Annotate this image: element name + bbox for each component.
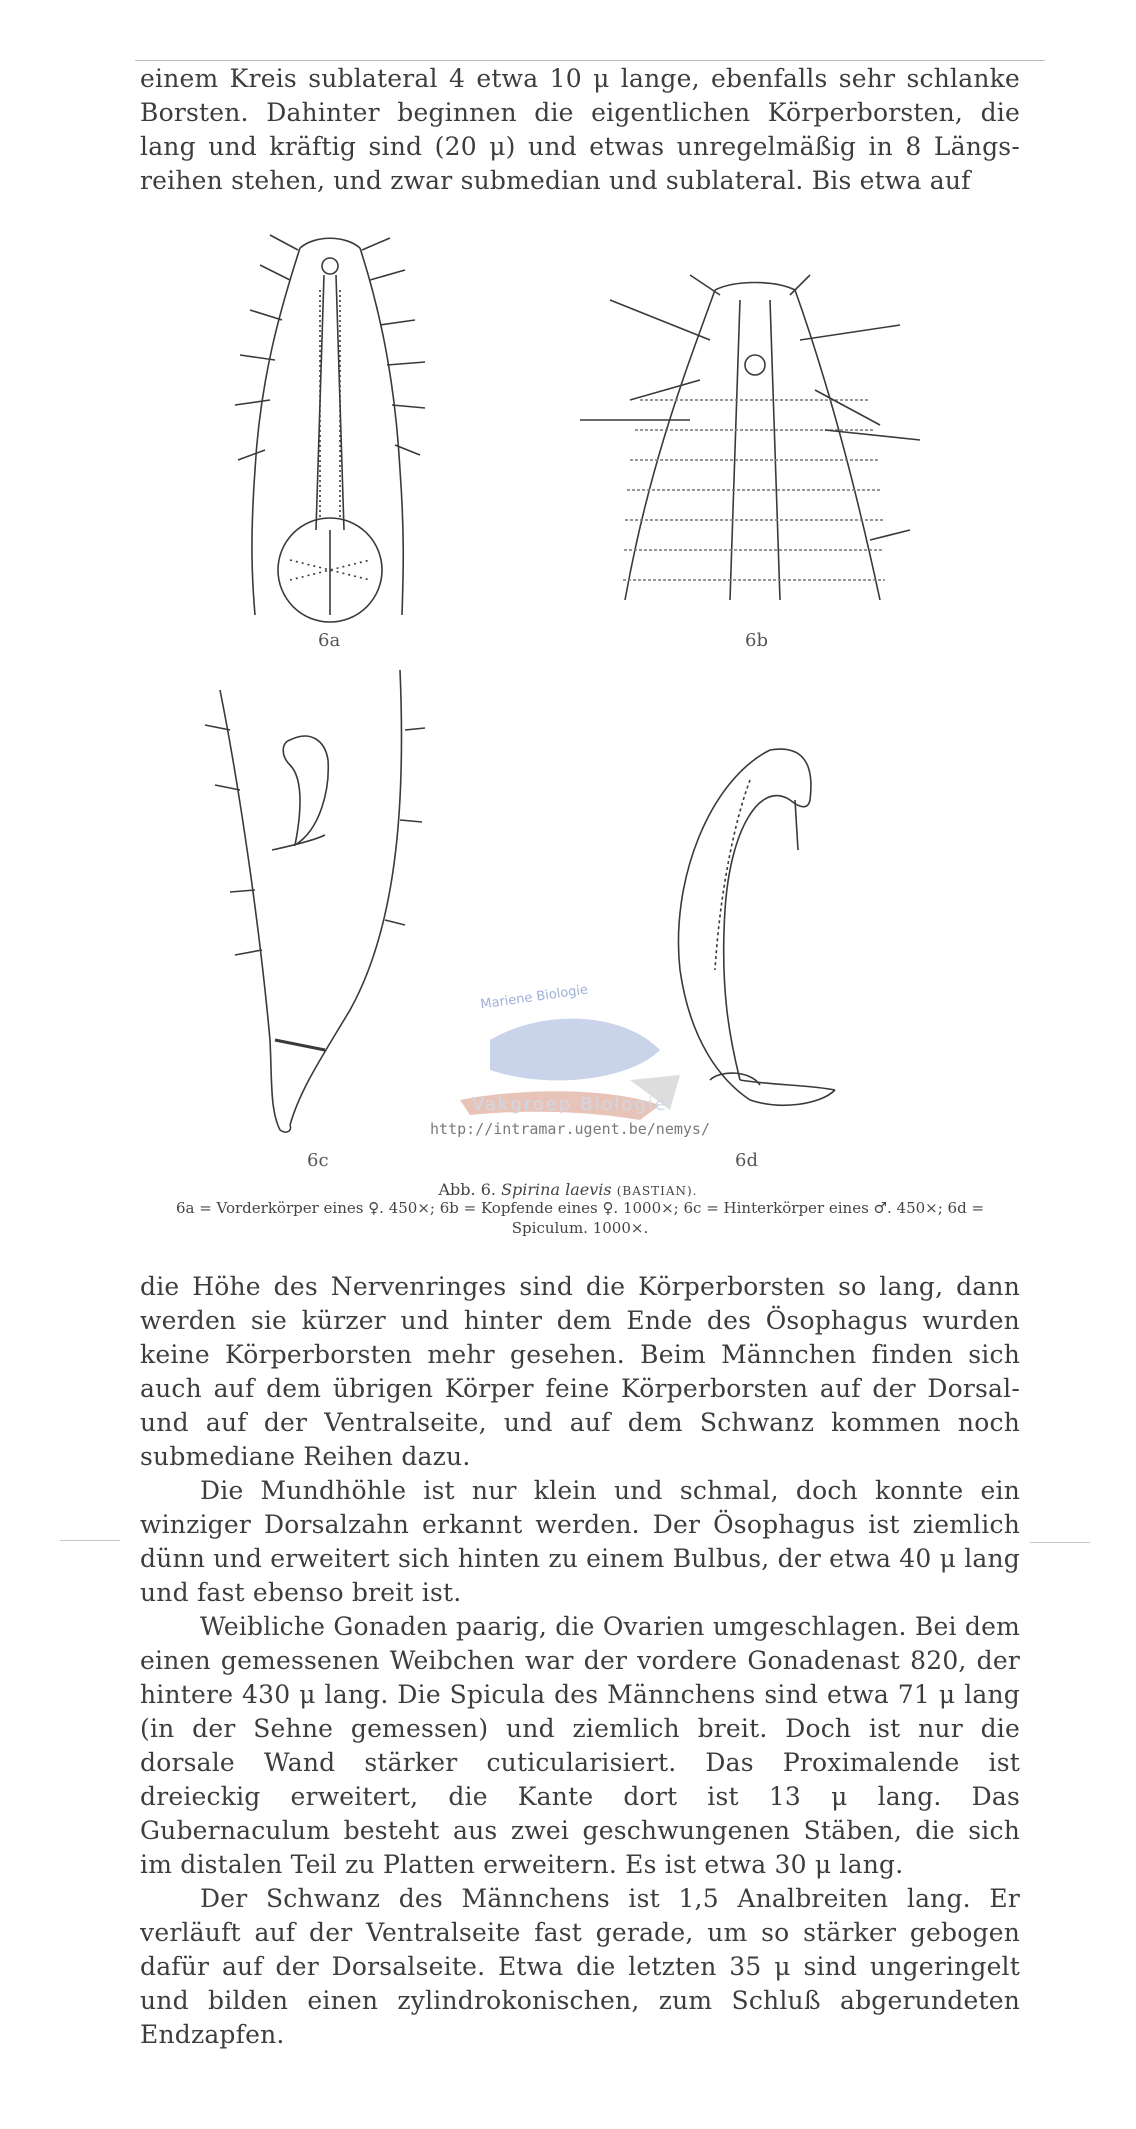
figure-label-6d: 6d (735, 1150, 758, 1171)
figure-label-6a: 6a (318, 630, 341, 651)
caption-author: (BASTIAN). (616, 1184, 698, 1198)
figure-6a-drawing (220, 230, 440, 620)
paragraph-4: Der Schwanz des Männchens ist 1,5 Analbreiten lang. Er verläuft auf der Ventralseite fast gerade, um so stärker gebogen dafür auf der Dorsalseite. Etwa die letzten 35 μ sind ungeringelt und bilden einen zylindrokonischen, zum Schluß abgerundeten Endzapfen. (140, 1884, 1020, 2049)
left-margin-mark (60, 1540, 120, 1541)
paragraph-2: Die Mundhöhle ist nur klein und schmal, doch konnte ein winziger Dorsalzahn erkannt werden. Der Ösophagus ist ziemlich dünn und erweitert sich hinten zu einem Bulbus, der etwa 40 μ lang und fast ebenso breit ist. (140, 1476, 1020, 1607)
text-block-top (140, 62, 1020, 198)
paragraph-1: die Höhe des Nervenringes sind die Körperborsten so lang, dann werden sie kürzer und hinter dem Ende des Ösophagus wurden keine Körperborsten mehr gesehen. Beim Männchen finden sich auch auf dem übrigen Körper feine Körperborsten auf der Dorsal- und auf der Ventralseite, und auf dem Schwanz kommen noch submediane Reihen dazu. (140, 1272, 1020, 1471)
paragraph-top-1: einem Kreis sublateral 4 etwa 10 μ lange, ebenfalls sehr schlanke Borsten. Dahinter beginnen die eigentlichen Körperborsten, die lang und kräftig sind (20 μ) und etwas unregelmäßig in 8 Längs-reihen stehen, und zwar submedian und sublateral. Bis etwa auf (140, 64, 1020, 195)
caption-species: Spirina laevis (501, 1180, 612, 1199)
figure-label-6b: 6b (745, 630, 768, 651)
watermark-logo-text: Mariene Biologie (479, 982, 589, 1013)
right-margin-mark (1030, 1542, 1090, 1543)
watermark-department: Vakgroep Biologie (472, 1094, 668, 1115)
watermark-url: http://intramar.ugent.be/nemys/ (430, 1120, 710, 1138)
paragraph-3: Weibliche Gonaden paarig, die Ovarien umgeschlagen. Bei dem einen gemessenen Weibchen war der vordere Gonadenast 820, der hintere 430 μ lang. Die Spicula des Männchens sind etwa 71 μ lang (in der Sehne gemessen) und ziemlich breit. Doch ist nur die dorsale Wand stärker cuticularisiert. Das Proximalende ist dreieckig erweitert, die Kante dort ist 13 μ lang. Das Gubernaculum besteht aus zwei geschwungenen Stäben, die sich im distalen Teil zu Platten erweitern. Es ist etwa 30 μ lang. (140, 1612, 1020, 1879)
figure-caption-title (0, 1180, 1136, 1199)
caption-prefix: Abb. 6. (438, 1180, 496, 1199)
figure-label-6c: 6c (307, 1150, 329, 1171)
top-rule (135, 60, 1045, 61)
text-block-bottom (140, 1270, 1020, 2052)
figure-6b-drawing (570, 280, 930, 610)
figure-caption-body: 6a = Vorderkörper eines ♀. 450×; 6b = Kopfende eines ♀. 1000×; 6c = Hinterkörper eines ♂. 450×; 6d = Spiculum. 1000×. (175, 1199, 985, 1237)
